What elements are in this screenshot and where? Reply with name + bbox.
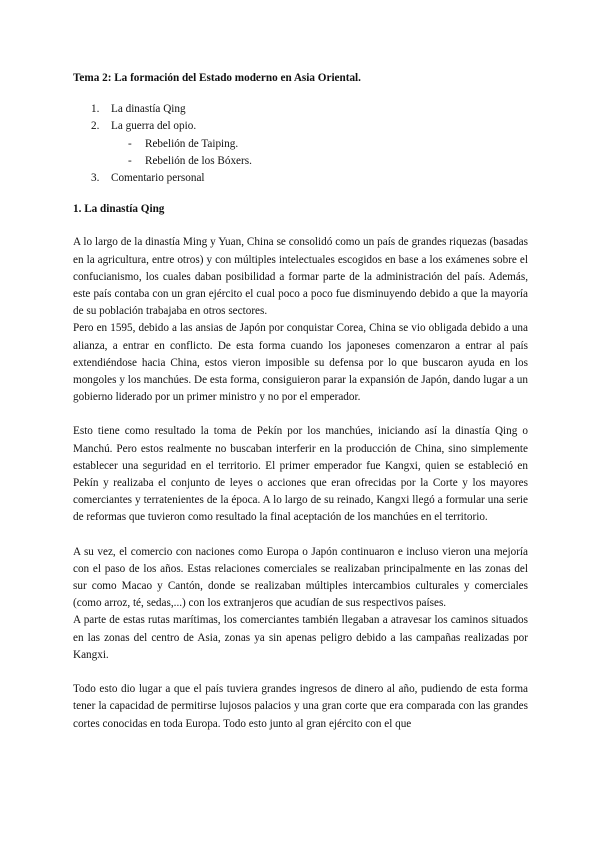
- toc-item-number: 3.: [91, 172, 100, 185]
- paragraph: A parte de estas rutas marítimas, los comerciantes también llegaban a atravesar los caminos situados en las zonas del centro de Asia, zonas ya sin apenas peligro debido a las campañas realizadas por Kangxi.: [73, 614, 528, 661]
- document-title: Tema 2: La formación del Estado moderno en Asia Oriental.: [73, 72, 361, 84]
- paragraph: A lo largo de la dinastía Ming y Yuan, China se consolidó como un país de grandes riquezas (basadas en la agricultura, entre otros) y con múltiples intelectuales escogidos en base a los exámenes sobre el confucianismo, los cuales daban posibilidad a formar parte de la administración del país. Además, este país contaba con un gran ejército el cual poco a poco fue disminuyendo debido a que la mayoría de su población trabajaba en otros sectores.: [73, 236, 528, 318]
- toc-subitem: [73, 136, 528, 153]
- table-of-contents: [73, 101, 528, 187]
- toc-item: [73, 170, 528, 187]
- paragraph: Esto tiene como resultado la toma de Pekín por los manchúes, iniciando así la dinastía Qing o Manchú. Pero estos realmente no buscaban interferir en la producción de China, sino simplemente establecer una seguridad en el territorio. El primer emperador fue Kangxi, quien se estableció en Pekín y realizaba el conjunto de leyes o acciones que eran ofrecidas por la Corte y los mayores comerciantes y terratenientes de la época. A lo largo de su reinado, Kangxi llegó a formular una serie de reformas que tuvieron como resultado la final aceptación de los manchúes en el territorio.: [73, 425, 528, 524]
- paragraph: Pero en 1595, debido a las ansias de Japón por conquistar Corea, China se vio obligada debido a una alianza, a entrar en conflicto. De esta forma cuando los japoneses comenzaron a entrar al país extendiéndose hacia China, estos vieron imposible su defensa por lo que buscaron ayuda en los mongoles y los manchúes. De esta forma, consiguieron parar la expansión de Japón, dando lugar a un gobierno liderado por un primer ministro y no por el emperador.: [73, 322, 528, 404]
- toc-item: [73, 101, 528, 118]
- dash-bullet-icon: -: [128, 154, 132, 167]
- dash-bullet-icon: -: [128, 137, 132, 150]
- paragraph: A su vez, el comercio con naciones como Europa o Japón continuaron e incluso vieron una mejoría con el paso de los años. Estas relaciones comerciales se realizaban principalmente en las zonas del sur como Macao y Cantón, donde se realizaban múltiples intercambios culturales y comerciales (como arroz, té, sedas,...) con los extranjeros que acudían de sus respectivos países.: [73, 545, 528, 610]
- document-body: [73, 70, 528, 733]
- toc-subitem: [73, 153, 528, 170]
- toc-item: [73, 118, 528, 135]
- toc-item-label: La guerra del opio.: [111, 120, 197, 133]
- toc-item-number: 1.: [91, 103, 100, 116]
- toc-item-number: 2.: [91, 120, 100, 133]
- toc-item-label: Comentario personal: [111, 172, 205, 185]
- toc-item-label: La dinastía Qing: [111, 103, 186, 116]
- section-heading: 1. La dinastía Qing: [73, 203, 165, 216]
- paragraph: Todo esto dio lugar a que el país tuviera grandes ingresos de dinero al año, pudiendo de esta forma tener la capacidad de permitirse lujosos palacios y una gran corte que era comparada con las grandes cortes conocidas en toda Europa. Todo esto junto al gran ejército con el que: [73, 683, 528, 730]
- toc-subitem-label: Rebelión de los Bóxers.: [145, 154, 252, 167]
- toc-subitem-label: Rebelión de Taiping.: [145, 137, 239, 150]
